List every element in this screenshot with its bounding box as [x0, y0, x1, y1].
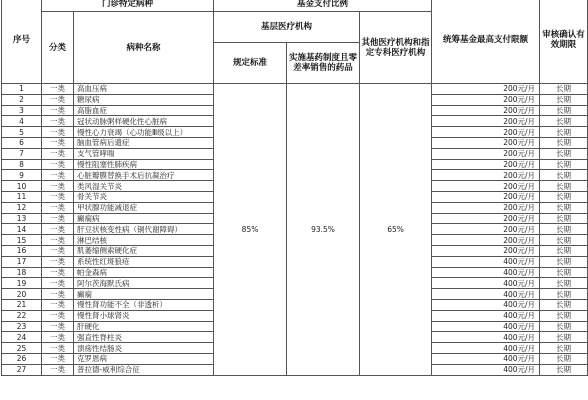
- row-category: 一类: [42, 116, 74, 127]
- row-disease-name: 阿尔茨海默氏病: [74, 278, 214, 289]
- row-review-period: 长期: [540, 364, 588, 375]
- header-disease-name: 病种名称: [74, 12, 214, 84]
- row-category: 一类: [42, 321, 74, 332]
- row-disease-name: 类风湿关节炎: [74, 181, 214, 192]
- header-zero-markup: 实施基药制度且零差率销售的药品: [287, 43, 360, 84]
- row-max-limit: 400元/月: [432, 299, 540, 310]
- row-disease-name: 癫痫: [74, 289, 214, 300]
- row-disease-name: 强直性脊柱炎: [74, 332, 214, 343]
- row-max-limit: 200元/月: [432, 159, 540, 170]
- row-max-limit: 200元/月: [432, 170, 540, 181]
- row-max-limit: 200元/月: [432, 137, 540, 148]
- row-max-limit: 200元/月: [432, 235, 540, 246]
- row-category: 一类: [42, 245, 74, 256]
- row-category: 一类: [42, 364, 74, 375]
- row-disease-name: 慢性心力衰竭（心功能Ⅲ级以上）: [74, 127, 214, 138]
- row-disease-name: 高脂血症: [74, 105, 214, 116]
- row-number: 20: [2, 289, 42, 300]
- header-outpatient-group: 门诊特定病种: [42, 0, 214, 12]
- row-max-limit: 200元/月: [432, 94, 540, 105]
- row-review-period: 长期: [540, 148, 588, 159]
- row-number: 14: [2, 224, 42, 235]
- row-review-period: 长期: [540, 332, 588, 343]
- row-review-period: 长期: [540, 353, 588, 364]
- row-max-limit: 200元/月: [432, 202, 540, 213]
- row-category: 一类: [42, 235, 74, 246]
- row-number: 27: [2, 364, 42, 375]
- row-category: 一类: [42, 84, 74, 95]
- row-disease-name: 淋巴结核: [74, 235, 214, 246]
- row-disease-name: 肝硬化: [74, 321, 214, 332]
- row-disease-name: 糖尿病: [74, 94, 214, 105]
- row-category: 一类: [42, 127, 74, 138]
- row-category: 一类: [42, 105, 74, 116]
- row-max-limit: 400元/月: [432, 256, 540, 267]
- row-category: 一类: [42, 170, 74, 181]
- row-disease-name: 高血压病: [74, 84, 214, 95]
- row-max-limit: 200元/月: [432, 224, 540, 235]
- row-number: 12: [2, 202, 42, 213]
- row-number: 5: [2, 127, 42, 138]
- row-review-period: 长期: [540, 289, 588, 300]
- row-category: 一类: [42, 137, 74, 148]
- row-review-period: 长期: [540, 321, 588, 332]
- row-max-limit: 200元/月: [432, 181, 540, 192]
- row-disease-name: 甲状腺功能减退症: [74, 202, 214, 213]
- header-max-limit: 统筹基金最高支付限额: [432, 0, 540, 84]
- row-max-limit: 400元/月: [432, 278, 540, 289]
- row-number: 1: [2, 84, 42, 95]
- row-disease-name: 帕金森病: [74, 267, 214, 278]
- row-category: 一类: [42, 289, 74, 300]
- row-max-limit: 200元/月: [432, 191, 540, 202]
- row-max-limit: 200元/月: [432, 105, 540, 116]
- row-disease-name: 肝豆状核变性病（铜代谢障碍）: [74, 224, 214, 235]
- row-review-period: 长期: [540, 137, 588, 148]
- row-category: 一类: [42, 353, 74, 364]
- row-disease-name: 克罗恩病: [74, 353, 214, 364]
- row-category: 一类: [42, 181, 74, 192]
- row-max-limit: 200元/月: [432, 213, 540, 224]
- header-seq: 序号: [2, 0, 42, 84]
- row-review-period: 长期: [540, 127, 588, 138]
- row-category: 一类: [42, 191, 74, 202]
- row-number: 4: [2, 116, 42, 127]
- row-disease-name: 肌萎缩侧索硬化症: [74, 245, 214, 256]
- header-basic-medical: 基层医疗机构: [214, 12, 360, 43]
- row-number: 10: [2, 181, 42, 192]
- row-review-period: 长期: [540, 224, 588, 235]
- outpatient-disease-table: [1, 0, 588, 376]
- row-disease-name: 支气管哮喘: [74, 148, 214, 159]
- row-review-period: 长期: [540, 278, 588, 289]
- row-number: 3: [2, 105, 42, 116]
- row-max-limit: 400元/月: [432, 321, 540, 332]
- row-number: 8: [2, 159, 42, 170]
- row-max-limit: 200元/月: [432, 84, 540, 95]
- row-category: 一类: [42, 159, 74, 170]
- row-number: 19: [2, 278, 42, 289]
- row-number: 21: [2, 299, 42, 310]
- row-max-limit: 400元/月: [432, 289, 540, 300]
- header-category: 分类: [42, 12, 74, 84]
- row-review-period: 长期: [540, 245, 588, 256]
- row-max-limit: 200元/月: [432, 116, 540, 127]
- row-number: 15: [2, 235, 42, 246]
- row-number: 18: [2, 267, 42, 278]
- row-category: 一类: [42, 332, 74, 343]
- row-number: 6: [2, 137, 42, 148]
- row-category: 一类: [42, 343, 74, 354]
- table-row: [2, 84, 588, 95]
- row-number: 16: [2, 245, 42, 256]
- row-disease-name: 系统性红斑狼疮: [74, 256, 214, 267]
- row-review-period: 长期: [540, 170, 588, 181]
- row-number: 9: [2, 170, 42, 181]
- row-review-period: 长期: [540, 267, 588, 278]
- row-max-limit: 400元/月: [432, 343, 540, 354]
- row-review-period: 长期: [540, 116, 588, 127]
- row-review-period: 长期: [540, 159, 588, 170]
- row-review-period: 长期: [540, 343, 588, 354]
- row-category: 一类: [42, 224, 74, 235]
- row-category: 一类: [42, 299, 74, 310]
- row-category: 一类: [42, 94, 74, 105]
- row-disease-name: 慢性肾功能不全（非透析）: [74, 299, 214, 310]
- row-review-period: 长期: [540, 202, 588, 213]
- row-review-period: 长期: [540, 213, 588, 224]
- row-max-limit: 400元/月: [432, 364, 540, 375]
- row-category: 一类: [42, 148, 74, 159]
- row-review-period: 长期: [540, 84, 588, 95]
- row-disease-name: 心脏瓣膜替换手术后抗凝治疗: [74, 170, 214, 181]
- row-disease-name: 慢性肾小球肾炎: [74, 310, 214, 321]
- row-review-period: 长期: [540, 310, 588, 321]
- header-fund-ratio: 基金支付比例: [214, 0, 432, 12]
- row-number: 26: [2, 353, 42, 364]
- header-review-period: 审核确认有效期限: [540, 0, 588, 84]
- row-disease-name: 癫痫病: [74, 213, 214, 224]
- row-max-limit: 400元/月: [432, 353, 540, 364]
- row-disease-name: 脑血管病后遗症: [74, 137, 214, 148]
- row-number: 24: [2, 332, 42, 343]
- row-review-period: 长期: [540, 105, 588, 116]
- row-max-limit: 400元/月: [432, 267, 540, 278]
- row-review-period: 长期: [540, 94, 588, 105]
- merged-zero-markup-ratio: 93.5%: [287, 84, 360, 376]
- merged-other-ratio: 65%: [360, 84, 432, 376]
- row-disease-name: 溃疡性结肠炎: [74, 343, 214, 354]
- row-disease-name: 慢性阻塞性肺疾病: [74, 159, 214, 170]
- row-max-limit: 200元/月: [432, 127, 540, 138]
- row-number: 2: [2, 94, 42, 105]
- table-body: [2, 84, 588, 376]
- row-number: 23: [2, 321, 42, 332]
- row-category: 一类: [42, 202, 74, 213]
- row-number: 7: [2, 148, 42, 159]
- row-review-period: 长期: [540, 299, 588, 310]
- row-number: 11: [2, 191, 42, 202]
- row-category: 一类: [42, 267, 74, 278]
- header-standard: 规定标准: [214, 43, 287, 84]
- row-category: 一类: [42, 278, 74, 289]
- row-number: 17: [2, 256, 42, 267]
- row-number: 13: [2, 213, 42, 224]
- row-max-limit: 400元/月: [432, 332, 540, 343]
- row-disease-name: 骨关节炎: [74, 191, 214, 202]
- row-review-period: 长期: [540, 256, 588, 267]
- row-review-period: 长期: [540, 191, 588, 202]
- row-number: 25: [2, 343, 42, 354]
- row-category: 一类: [42, 310, 74, 321]
- row-max-limit: 200元/月: [432, 148, 540, 159]
- row-review-period: 长期: [540, 181, 588, 192]
- header-other-medical: 其他医疗机构和指定专科医疗机构: [360, 12, 432, 84]
- row-disease-name: 冠状动脉粥样硬化性心脏病: [74, 116, 214, 127]
- row-number: 22: [2, 310, 42, 321]
- row-max-limit: 200元/月: [432, 245, 540, 256]
- row-max-limit: 400元/月: [432, 310, 540, 321]
- merged-standard-ratio: 85%: [214, 84, 287, 376]
- row-category: 一类: [42, 256, 74, 267]
- row-review-period: 长期: [540, 235, 588, 246]
- row-disease-name: 普拉德-威利综合征: [74, 364, 214, 375]
- row-category: 一类: [42, 213, 74, 224]
